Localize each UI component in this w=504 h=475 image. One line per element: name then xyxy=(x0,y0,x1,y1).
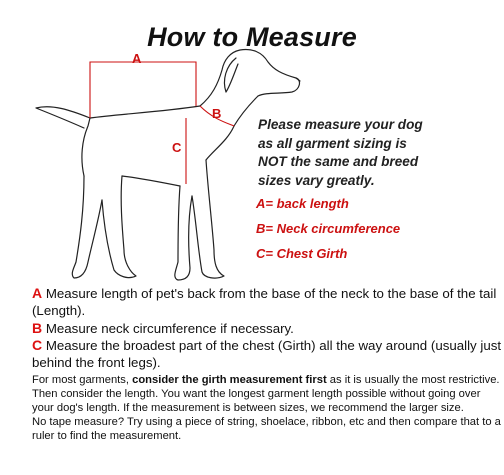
page-title: How to Measure xyxy=(147,22,357,52)
measure-note-line: as all garment sizing is xyxy=(258,135,407,151)
instruction-a-letter: A xyxy=(32,285,43,301)
measure-note-line: sizes vary greatly. xyxy=(258,172,375,188)
legend-c: C= Chest Girth xyxy=(256,246,348,261)
fine-print-end: as it is usually the most restrictive. Then consider the length. You want the longest garment length possible without going over your dog's length. If the measurement is between sizes, we recommend the larger size. xyxy=(32,374,500,414)
fine-print-bold: consider the girth measurement first xyxy=(132,374,327,386)
instruction-c xyxy=(32,337,502,371)
measure-note-line: Please measure your dog xyxy=(258,117,423,132)
instruction-b xyxy=(32,320,502,337)
fine-print-start: For most garments, xyxy=(32,374,133,386)
label-a: A xyxy=(132,51,142,66)
instruction-a-text: Measure length of pet's back from the base of the neck to the base of the tail (Length). xyxy=(32,286,497,318)
label-b: B xyxy=(212,106,222,121)
instruction-c-letter: C xyxy=(32,337,43,353)
instruction-b-text: Measure neck circumference if necessary. xyxy=(42,321,294,336)
measure-note xyxy=(258,116,498,190)
measurement-lines-icon xyxy=(90,62,234,184)
instruction-a xyxy=(32,285,502,319)
fine-print-paragraph-1 xyxy=(32,373,502,415)
fine-print-paragraph-2: No tape measure? Try using a piece of string, shoelace, ribbon, etc and then compare that to a ruler to find the measurement. xyxy=(32,416,501,442)
label-c: C xyxy=(172,140,182,155)
instruction-c-text: Measure the broadest part of the chest (Girth) all the way around (usually just behind the front legs). xyxy=(32,338,502,370)
legend-b: B= Neck circumference xyxy=(256,221,401,236)
fine-print xyxy=(32,373,502,443)
measure-note-line: NOT the same and breed xyxy=(258,154,419,169)
legend-a: A= back length xyxy=(256,196,349,211)
instruction-b-letter: B xyxy=(32,320,43,336)
